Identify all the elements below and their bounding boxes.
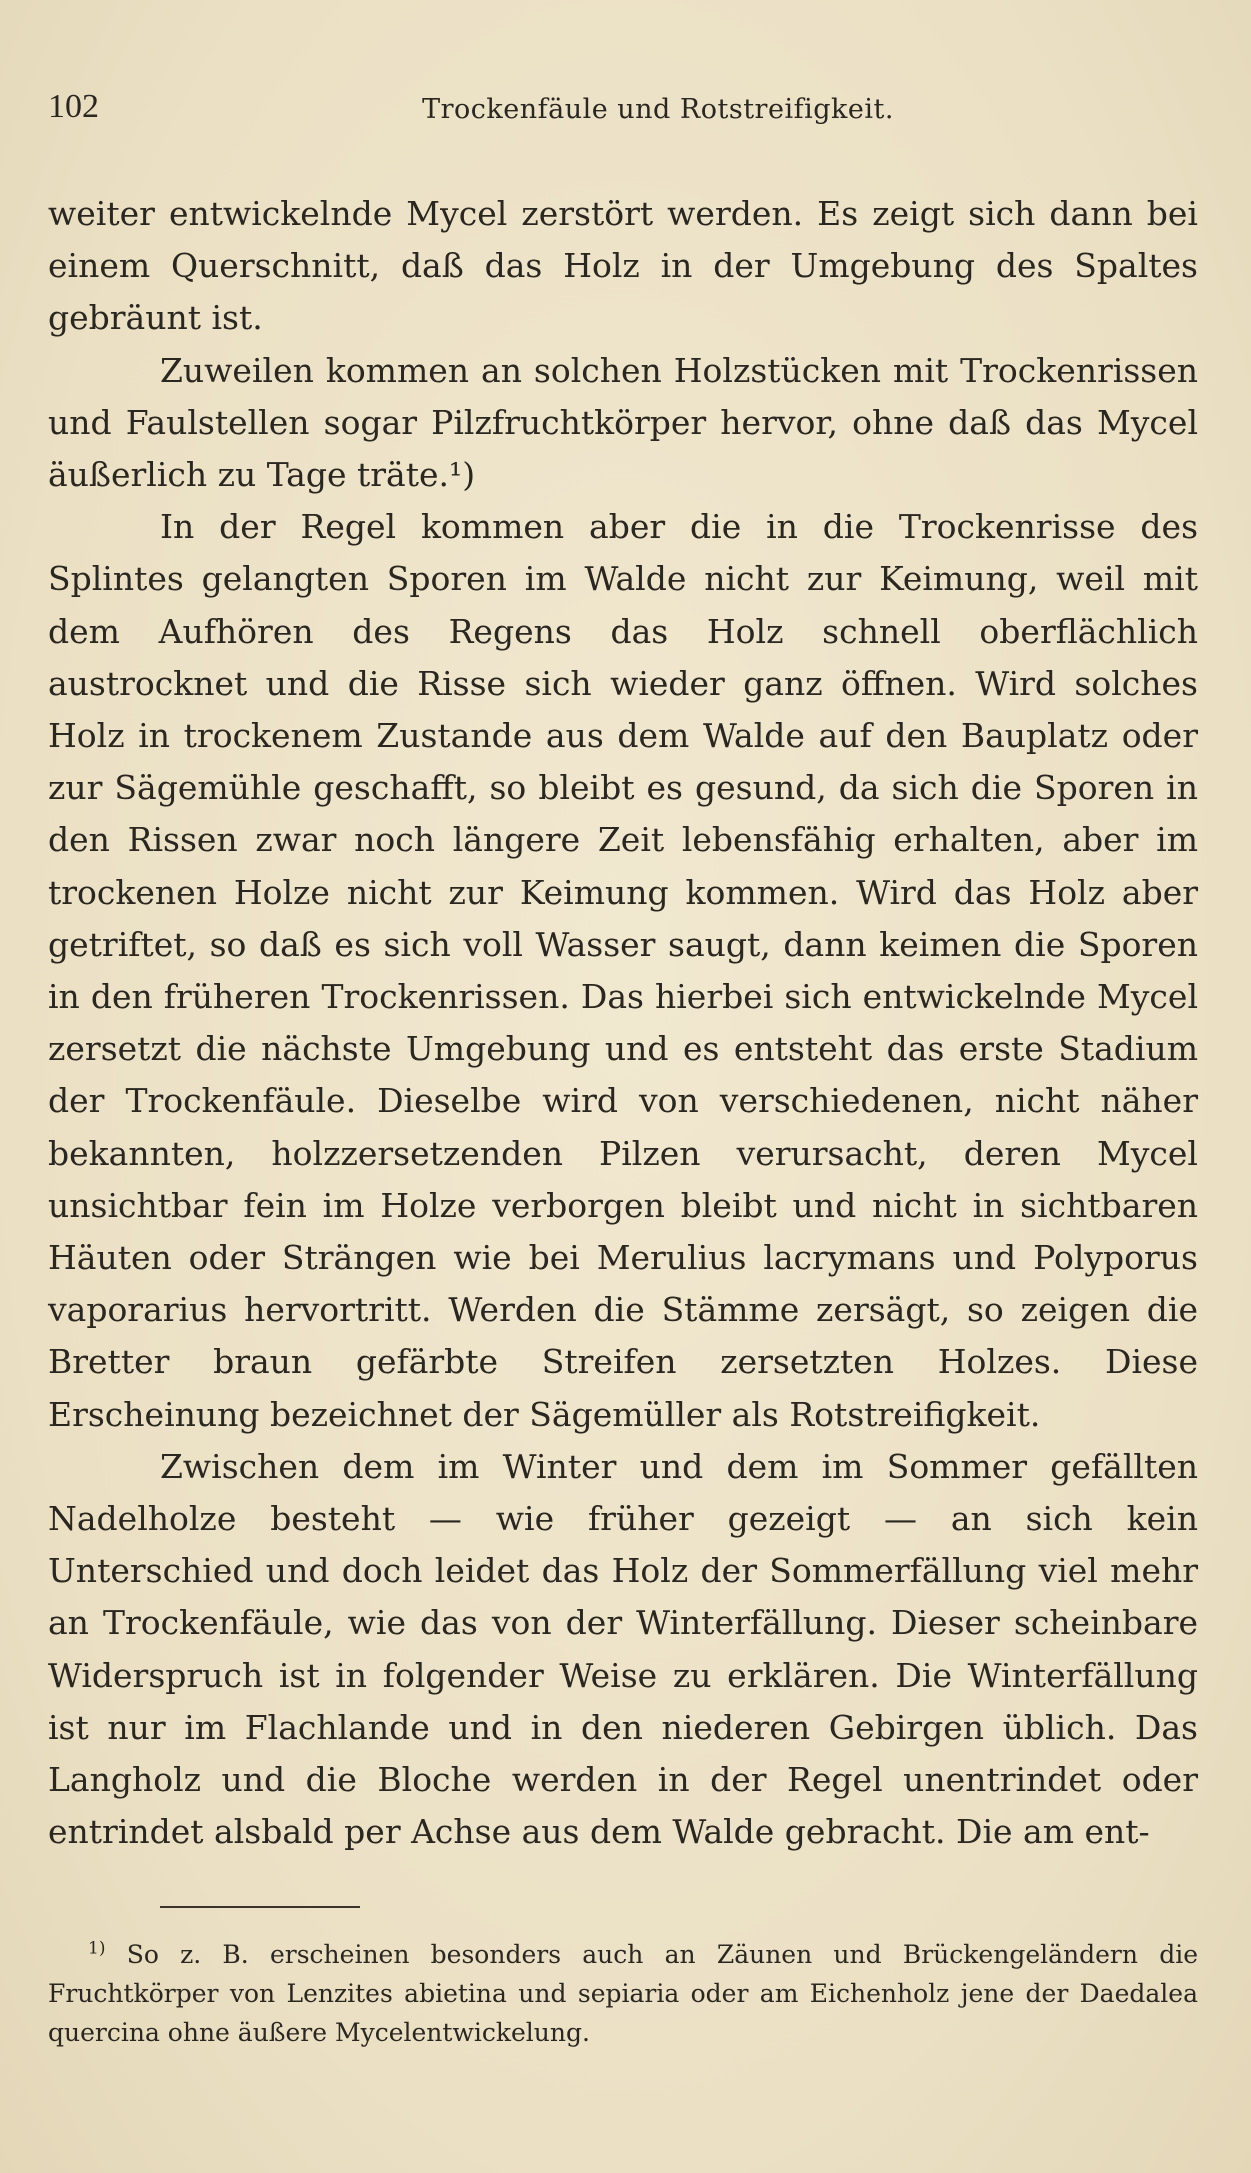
running-head: Trockenfäule und Rotstreifigkeit. xyxy=(422,94,894,125)
paragraph: In der Regel kommen aber die in die Trockenrisse des Splintes gelangten Sporen im Walde nicht zur Keimung, weil mit dem Aufhören des Regens das Holz schnell oberflächlich austrocknet und die Risse sich wieder ganz öffnen. Wird solches Holz in trockenem Zustande aus dem Walde auf den Bauplatz oder zur Sägemühle geschafft, so bleibt es gesund, da sich die Sporen in den Rissen zwar noch längere Zeit lebensfähig erhalten, aber im trockenen Holze nicht zur Keimung kommen. Wird das Holz aber getriftet, so daß es sich voll Wasser saugt, dann keimen die Sporen in den früheren Trockenrissen. Das hierbei sich entwickelnde Mycel zersetzt die nächste Umgebung und es entsteht das erste Stadium der Trockenfäule. Dieselbe wird von verschiedenen, nicht näher bekannten, holzzersetzenden Pilzen verursacht, deren Mycel unsichtbar fein im Holze verborgen bleibt und nicht in sichtbaren Häuten oder Strängen wie bei Merulius lacrymans und Polyporus vaporarius hervortritt. Werden die Stämme zersägt, so zeigen die Bretter braun gefärbte Streifen zersetzten Holzes. Diese Erscheinung bezeichnet der Sägemüller als Rotstreifigkeit. xyxy=(48,507,1198,1434)
paragraph-continuation: weiter entwickelnde Mycel zerstört werden. Es zeigt sich dann bei einem Querschnitt, daß das Holz in der Umgebung des Spaltes gebräunt ist. xyxy=(48,194,1198,338)
footnote-divider xyxy=(160,1906,360,1908)
paragraph: Zuweilen kommen an solchen Holzstücken mit Trockenrissen und Faulstellen sogar Pilzfruchtkörper hervor, ohne daß das Mycel äußerlich zu Tage träte.¹) xyxy=(48,350,1198,495)
page-number: 102 xyxy=(48,88,99,125)
footnote xyxy=(48,1935,1198,2052)
page-header xyxy=(48,88,1208,132)
footnote-text: So z. B. erscheinen besonders auch an Zäunen und Brückengeländern die Fruchtkörper von Lenzites abietina und sepiaria oder am Eichenholz jene der Daedalea quercina ohne äußere Mycelentwickelung. xyxy=(48,1940,1198,2047)
footnote-paragraph xyxy=(48,1935,1198,2052)
footnote-marker: 1) xyxy=(88,1938,106,1959)
paragraph: Zwischen dem im Winter und dem im Sommer gefällten Nadelholze besteht — wie früher gezeigt — an sich kein Unterschied und doch leidet das Holz der Sommerfällung viel mehr an Trockenfäule, wie das von der Winterfällung. Dieser scheinbare Widerspruch ist in folgender Weise zu erklären. Die Winterfällung ist nur im Flachlande und in den niederen Gebirgen üblich. Das Langholz und die Bloche werden in der Regel unentrindet oder entrindet alsbald per Achse aus dem Walde gebracht. Die am ent- xyxy=(48,1446,1198,1852)
body-text xyxy=(48,188,1198,1859)
